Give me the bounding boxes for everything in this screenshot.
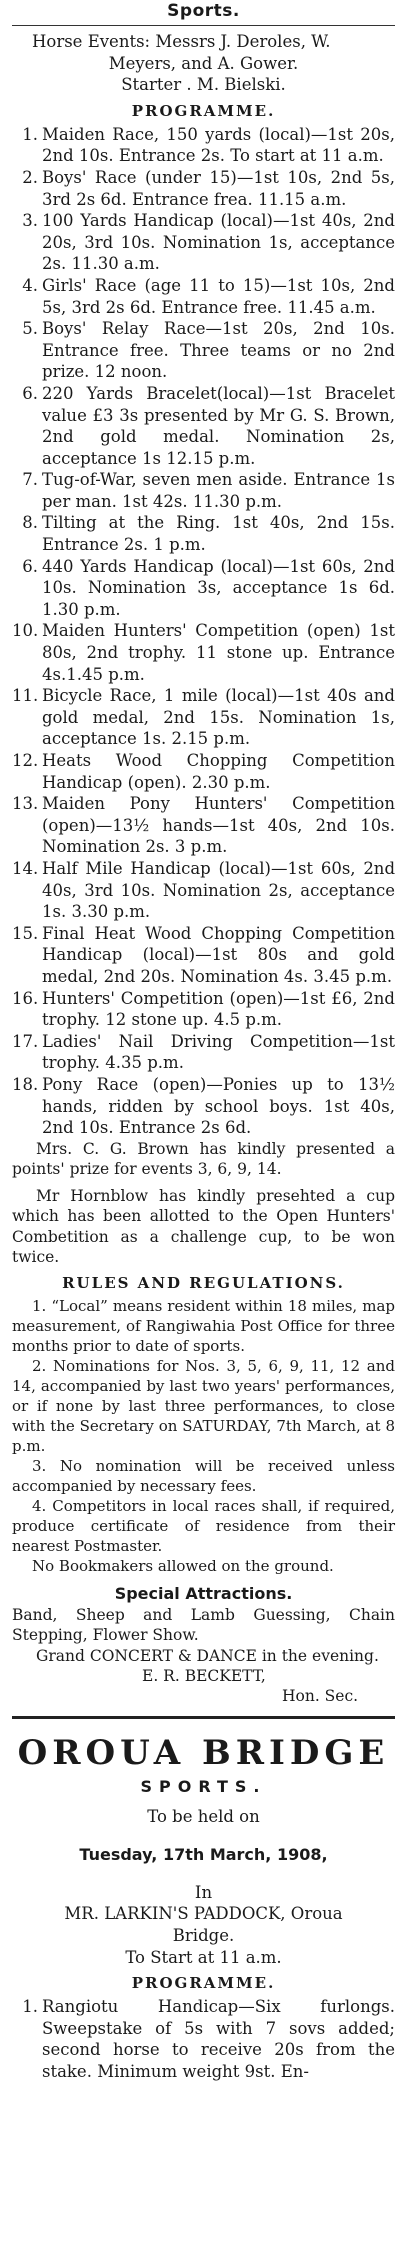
event-text: Maiden Race, 150 yards (local)—1st 20s, 2nd 10s. Entrance 2s. To start at 11 a.m. <box>42 124 395 166</box>
programme-heading: PROGRAMME. <box>131 101 276 120</box>
event-item <box>12 210 395 275</box>
event-item <box>12 988 395 1031</box>
officials-block <box>12 31 395 96</box>
event-number: 4. <box>22 275 38 295</box>
event-text: 220 Yards Bracelet(local)—1st Bracelet value £3 3s presented by Mr G. S. Brown, 2nd gold medal. Nomination 2s, acceptance 1s 12.15 p.m. <box>42 383 395 468</box>
event-item <box>12 750 395 793</box>
page <box>12 0 395 2083</box>
prize-note: Mrs. C. G. Brown has kindly presented a points' prize for events 3, 6, 9, 14. <box>12 1139 395 1179</box>
event-number: 10. <box>12 621 39 641</box>
advert-start: To Start at 11 a.m. <box>125 1947 282 1967</box>
event-item <box>12 275 395 318</box>
event-item <box>12 556 395 621</box>
advert-in: In <box>194 1882 213 1902</box>
event-item <box>12 1074 395 1139</box>
event-number: 18. <box>12 1074 39 1094</box>
officials-line: Meyers, and A. Gower. <box>108 53 299 73</box>
advert-banner: OROUA BRIDGE <box>17 1733 390 1774</box>
event-number: 12. <box>12 751 39 770</box>
rule-item: 2. Nominations for Nos. 3, 5, 6, 9, 11, 12 and 14, accompanied by last two years' performances, or if none by last three performances, to close with the Secretary on SATURDAY, 7th March, at 8 p.m. <box>12 1356 395 1455</box>
event-text: Girls' Race (age 11 to 15)—1st 10s, 2nd 5s, 3rd 2s 6d. Entrance free. 11.45 a.m. <box>42 275 395 317</box>
officials-line: Horse Events: Messrs J. Deroles, W. <box>32 32 331 51</box>
event-text: Maiden Hunters' Competition (open) 1st 80s, 2nd trophy. 11 stone up. Entrance 4s.1.45 p.m. <box>42 621 395 684</box>
event-item <box>12 318 395 383</box>
event-text: Rangiotu Handicap—Six furlongs. Sweepstake of 5s with 7 sovs added; second horse to receive 20s from the stake. Minimum weight 9st. En- <box>42 1997 395 2081</box>
event-text: Ladies' Nail Driving Competition—1st trophy. 4.35 p.m. <box>42 1031 395 1073</box>
event-item <box>12 167 395 210</box>
signature-name: E. R. BECKETT, <box>142 1667 266 1686</box>
advert-programme-heading: PROGRAMME. <box>131 1974 276 1993</box>
event-number: 1. <box>22 124 38 144</box>
rule-item: No Bookmakers allowed on the ground. <box>32 1556 334 1575</box>
event-text: Maiden Pony Hunters' Competition (open)—13½ hands—1st 40s, 2nd 10s. Nomination 2s. 3 p.m. <box>42 794 395 857</box>
event-item <box>12 383 395 469</box>
event-number: 1. <box>22 1997 38 2017</box>
event-number: 3. <box>22 211 38 231</box>
event-number: 6. <box>22 556 38 576</box>
event-text: 100 Yards Handicap (local)—1st 40s, 2nd 20s, 3rd 10s. Nomination 1s, acceptance 2s. 11.30 a.m. <box>42 211 395 274</box>
section-divider <box>12 1716 395 1719</box>
advert-date: Tuesday, 17th March, 1908, <box>79 1844 328 1864</box>
special-attractions-heading: Special Attractions. <box>114 1583 293 1603</box>
event-text: Bicycle Race, 1 mile (local)—1st 40s and gold medal, 2nd 15s. Nomination 1s, acceptance 1s. 2.15 p.m. <box>42 686 395 749</box>
officials-line: Starter . M. Bielski. <box>121 75 286 95</box>
programme-list <box>12 124 395 1139</box>
event-text: Heats Wood Chopping Competition Handicap (open). 2.30 p.m. <box>42 751 395 792</box>
rules-heading: RULES AND REGULATIONS. <box>62 1273 345 1292</box>
event-item <box>12 512 395 555</box>
event-number: 11. <box>12 686 39 706</box>
event-item <box>12 469 395 512</box>
advert-subtitle: SPORTS. <box>140 1777 267 1797</box>
divider <box>12 25 395 26</box>
event-number: 7. <box>22 470 38 490</box>
event-text: Hunters' Competition (open)—1st £6, 2nd trophy. 12 stone up. 4.5 p.m. <box>42 988 395 1030</box>
event-text: Boys' Relay Race—1st 20s, 2nd 10s. Entrance free. Three teams or no 2nd prize. 12 noon. <box>42 319 395 382</box>
event-text: Boys' Race (under 15)—1st 10s, 2nd 5s, 3rd 2s 6d. Entrance frea. 11.15 a.m. <box>42 167 395 209</box>
event-number: 6. <box>22 383 38 403</box>
rule-item: 1. “Local” means resident within 18 miles, map measurement, of Rangiwahia Post Office for three months prior to date of sports. <box>12 1296 395 1355</box>
event-number: 13. <box>12 794 39 814</box>
advert-place: MR. LARKIN'S PADDOCK, Oroua <box>64 1904 343 1924</box>
event-number: 16. <box>12 988 39 1008</box>
event-item <box>12 620 395 685</box>
event-text: 440 Yards Handicap (local)—1st 60s, 2nd 10s. Nomination 3s, acceptance 1s 6d. 1.30 p.m. <box>42 556 395 619</box>
special-attractions-text: Band, Sheep and Lamb Guessing, Chain Stepping, Flower Show. <box>12 1605 395 1645</box>
advert-event-item <box>12 1996 395 2082</box>
event-number: 2. <box>22 167 38 187</box>
rule-item: 3. No nomination will be received unless accompanied by necessary fees. <box>12 1456 395 1495</box>
rule-item: 4. Competitors in local races shall, if required, produce certificate of residence from their nearest Postmaster. <box>12 1496 395 1555</box>
event-number: 17. <box>12 1031 39 1051</box>
event-number: 8. <box>22 513 38 533</box>
event-number: 5. <box>22 319 38 339</box>
concert-text: Grand CONCERT & DANCE in the evening. <box>36 1646 379 1665</box>
page-title: Sports. <box>167 1 240 21</box>
advert-place: Bridge. <box>172 1925 235 1945</box>
oroua-bridge-advert <box>12 1731 395 2082</box>
event-number: 15. <box>12 923 39 943</box>
event-text: Half Mile Handicap (local)—1st 60s, 2nd 40s, 3rd 10s. Nomination 2s, acceptance 1s. 3.30 p.m. <box>42 858 395 922</box>
prize-note: Mr Hornblow has kindly presehted a cup which has been allotted to the Open Hunters' Combetition as a challenge cup, to be won twice. <box>12 1186 395 1267</box>
advert-held: To be held on <box>147 1807 260 1827</box>
event-text: Tug-of-War, seven men aside. Entrance 1s per man. 1st 42s. 11.30 p.m. <box>42 470 395 511</box>
event-text: Tilting at the Ring. 1st 40s, 2nd 15s. Entrance 2s. 1 p.m. <box>42 513 395 555</box>
event-number: 14. <box>12 858 39 878</box>
event-item <box>12 858 395 923</box>
signature-role: Hon. Sec. <box>282 1687 359 1706</box>
event-item <box>12 1031 395 1074</box>
event-item <box>12 923 395 988</box>
event-item <box>12 793 395 858</box>
event-item <box>12 685 395 750</box>
event-item <box>12 124 395 167</box>
event-text: Final Heat Wood Chopping Competition Handicap (local)—1st 80s and gold medal, 2nd 20s. Nomination 4s. 3.45 p.m. <box>42 923 395 986</box>
event-text: Pony Race (open)—Ponies up to 13½ hands, ridden by school boys. 1st 40s, 2nd 10s. Entrance 2s 6d. <box>42 1074 395 1138</box>
